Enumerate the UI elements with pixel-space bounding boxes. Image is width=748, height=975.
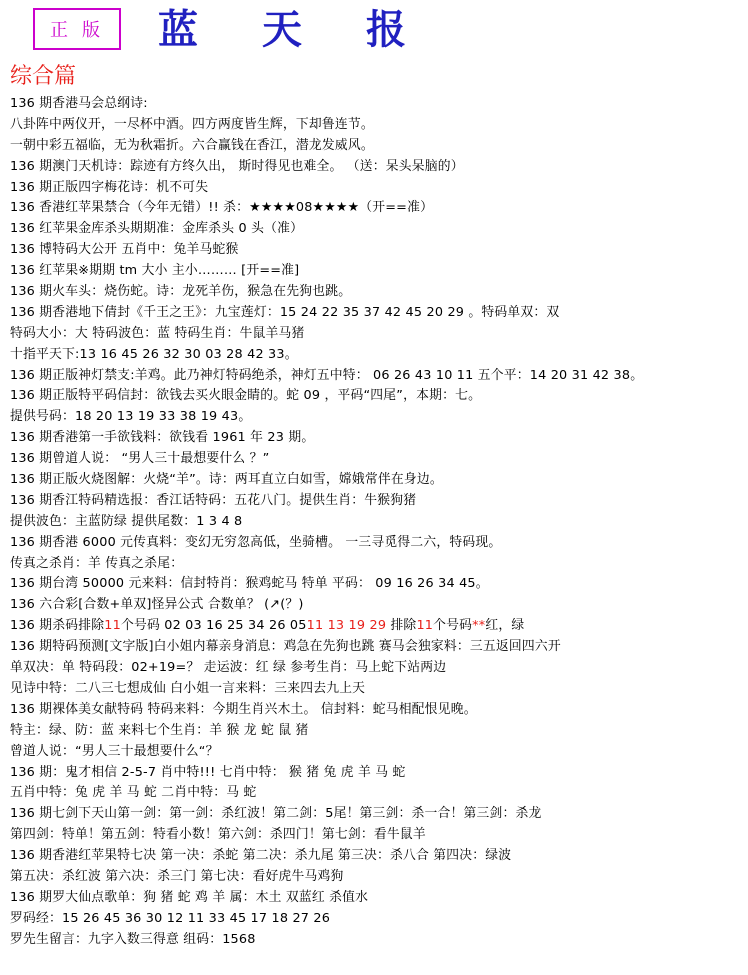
text-line	[10, 470, 745, 491]
text-segment: 特主：绿、防：蓝 来料七个生肖：羊 猴 龙 蛇 鼠 猪	[10, 722, 309, 738]
text-line	[10, 386, 745, 407]
text-line	[10, 742, 745, 763]
text-segment: 136 期曾道人说： “男人三十最想要什么 ？”	[10, 451, 270, 467]
text-line	[10, 115, 745, 136]
text-line	[10, 721, 745, 742]
text-line	[10, 783, 745, 804]
text-line	[10, 491, 745, 512]
text-segment: 136 期特码预测[文字版]白小姐内幕亲身消息：鸡急在先狗也跳 赛马会独家料：三五返回四六开	[10, 639, 561, 655]
text-line	[10, 763, 745, 784]
text-segment: 136 期香港第一手欲钱料：欲钱看 1961 年 23 期。	[10, 430, 315, 446]
text-segment: 红，绿	[485, 618, 525, 634]
masthead-title: 蓝天报	[158, 6, 470, 53]
text-segment: 11	[104, 618, 121, 634]
text-segment: 11	[416, 618, 434, 634]
text-segment: 11 13 19 29	[306, 618, 387, 634]
text-line	[10, 282, 745, 303]
text-segment: 罗码经：15 26 45 36 30 12 11 33 45 17 18 27 26	[10, 910, 331, 926]
text-line	[10, 512, 745, 533]
text-segment: 136 香港红苹果禁合（今年无错）!! 杀：★★★★08★★★★（开==准）	[10, 200, 434, 216]
text-line	[10, 533, 745, 554]
text-segment: 曾道人说：“男人三十最想要什么“？	[10, 743, 219, 759]
text-line	[10, 240, 745, 261]
authentic-badge: 正版	[33, 8, 121, 50]
text-segment: 见诗中特：二八三七想成仙 白小姐一言来料：三来四去九上天	[10, 680, 366, 696]
text-line	[10, 825, 745, 846]
text-segment: 136 期：鬼才相信 2-5-7 肖中特!!! 七肖中特： 猴 猪 兔 虎 羊 马 蛇	[10, 764, 406, 780]
text-segment: 136 期台湾 50000 元来料：信封特肖：猴鸡蛇马 特单 平码： 09 16 26 34 45。	[10, 576, 489, 592]
text-segment: 136 期杀码排除	[10, 618, 105, 634]
text-line	[10, 324, 745, 345]
text-segment: 136 期澳门天机诗：踪迹有方终久出， 斯时得见也难全。 （送：呆头呆脑的）	[10, 158, 464, 174]
text-line	[10, 449, 745, 470]
text-segment: 136 期香港地下倩封《千王之王》：九宝莲灯：15 24 22 35 37 42 45 20 29 。特码单双：双	[10, 304, 560, 320]
text-line	[10, 574, 745, 595]
text-segment: 136 期香江特码精选报：香江话特码：五花八门。提供生肖：牛猴狗猪	[10, 492, 417, 508]
text-segment: 一朝中彩五福临，无为秋霜折。六合赢钱在香江，潜龙发威风。	[10, 137, 374, 153]
text-segment: 罗先生留言：九字入数三得意 组码：1568	[10, 931, 256, 947]
text-segment: 特码大小：大 特码波色：蓝 特码生肖：牛鼠羊马猪	[10, 325, 305, 341]
text-segment: 136 红苹果金库杀头期期准：金库杀头 0 头（准）	[10, 221, 304, 237]
text-line	[10, 178, 745, 199]
text-line	[10, 700, 745, 721]
text-line	[10, 867, 745, 888]
text-line	[10, 909, 745, 930]
text-segment: 136 期香港 6000 元传真料：变幻无穷忽高低，坐骑槽。 一三寻觅得二六，特码现。	[10, 534, 502, 550]
text-segment: 136 博特码大公开 五肖中：兔羊马蛇猴	[10, 242, 239, 258]
text-segment: 八卦阵中两仪开，一尽杯中酒。四方两度皆生辉，下却鲁连节。	[10, 116, 374, 132]
text-line	[10, 198, 745, 219]
text-line	[10, 554, 745, 575]
text-segment: 十指平天下:13 16 45 26 32 30 03 28 42 33。	[10, 346, 298, 362]
text-segment: 136 期正版神灯禁支:羊鸡。此乃神灯特码绝杀，神灯五中特： 06 26 43 10 11 五个平：14 20 31 42 38。	[10, 367, 644, 383]
text-segment: 136 期正版火烧图解：火烧“羊”。诗：两耳直立白如雪，嫦娥常伴在身边。	[10, 472, 443, 488]
text-line	[10, 637, 745, 658]
text-line	[10, 616, 745, 637]
text-segment: 提供号码：18 20 13 19 33 38 19 43。	[10, 409, 252, 425]
text-segment: 传真之杀肖：羊 传真之杀尾：	[10, 555, 184, 571]
text-line	[10, 94, 745, 115]
text-line	[10, 366, 745, 387]
text-line	[10, 804, 745, 825]
text-line	[10, 930, 745, 951]
text-line	[10, 846, 745, 867]
text-line	[10, 303, 745, 324]
text-segment: 第五决：杀红波 第六决：杀三门 第七决：看好虎牛马鸡狗	[10, 868, 344, 884]
article-body	[10, 94, 745, 951]
text-segment: 136 期罗大仙点歌单：狗 猪 蛇 鸡 羊 属：木土 双蓝红 杀值水	[10, 889, 369, 905]
text-segment: 136 期正版四字梅花诗：机不可失	[10, 179, 209, 195]
text-line	[10, 428, 745, 449]
text-line	[10, 595, 745, 616]
text-segment: 136 期正版特平码信封：欲钱去买火眼金睛的。蛇 09 ，平码“四尾”，本期：七。	[10, 388, 482, 404]
text-segment: 个号码	[433, 618, 473, 634]
text-segment: 136 期火车头：烧伤蛇。诗：龙死羊伤，猴急在先狗也跳。	[10, 284, 352, 300]
text-segment: 136 期香港马会总纲诗:	[10, 96, 148, 111]
text-segment: **	[472, 618, 486, 634]
section-title: 综合篇	[10, 64, 77, 89]
text-line	[10, 407, 745, 428]
text-segment: 136 红苹果※期期 tm 大小 主小……… [开==准]	[10, 263, 300, 279]
text-line	[10, 157, 745, 178]
text-segment: 个号码 02 03 16 25 34 26 05	[120, 618, 307, 634]
text-line	[10, 658, 745, 679]
text-line	[10, 345, 745, 366]
text-segment: 排除	[386, 618, 417, 634]
text-line	[10, 261, 745, 282]
text-segment: 单双决：单 特码段：02+19=？ 走运波：红 绿 参考生肖：马上蛇下站两边	[10, 660, 447, 676]
text-line	[10, 888, 745, 909]
text-line	[10, 136, 745, 157]
text-segment: 提供波色：主蓝防绿 提供尾数：1 3 4 8	[10, 513, 243, 529]
text-line	[10, 219, 745, 240]
text-segment: 136 期香港红苹果特七决 第一决：杀蛇 第二决：杀九尾 第三决：杀八合 第四决：绿波	[10, 848, 512, 864]
text-segment: 五肖中特：兔 虎 羊 马 蛇 二肖中特：马 蛇	[10, 785, 257, 801]
text-segment: 136 期裸体美女献特码 特码来料：今期生肖兴木土。 信封料：蛇马相配恨见晚。	[10, 701, 477, 717]
text-segment: 第四剑：特单！第五剑：特看小数！第六剑：杀四门！第七剑：看牛鼠羊	[10, 827, 426, 843]
text-segment: 136 六合彩[合数+单双]怪异公式 合数单？ (↗(？)	[10, 597, 304, 613]
text-segment: 136 期七剑下天山第一剑：第一剑：杀红波！第二剑：5尾！第三剑：杀一合！第三剑：杀龙	[10, 806, 542, 822]
text-line	[10, 679, 745, 700]
